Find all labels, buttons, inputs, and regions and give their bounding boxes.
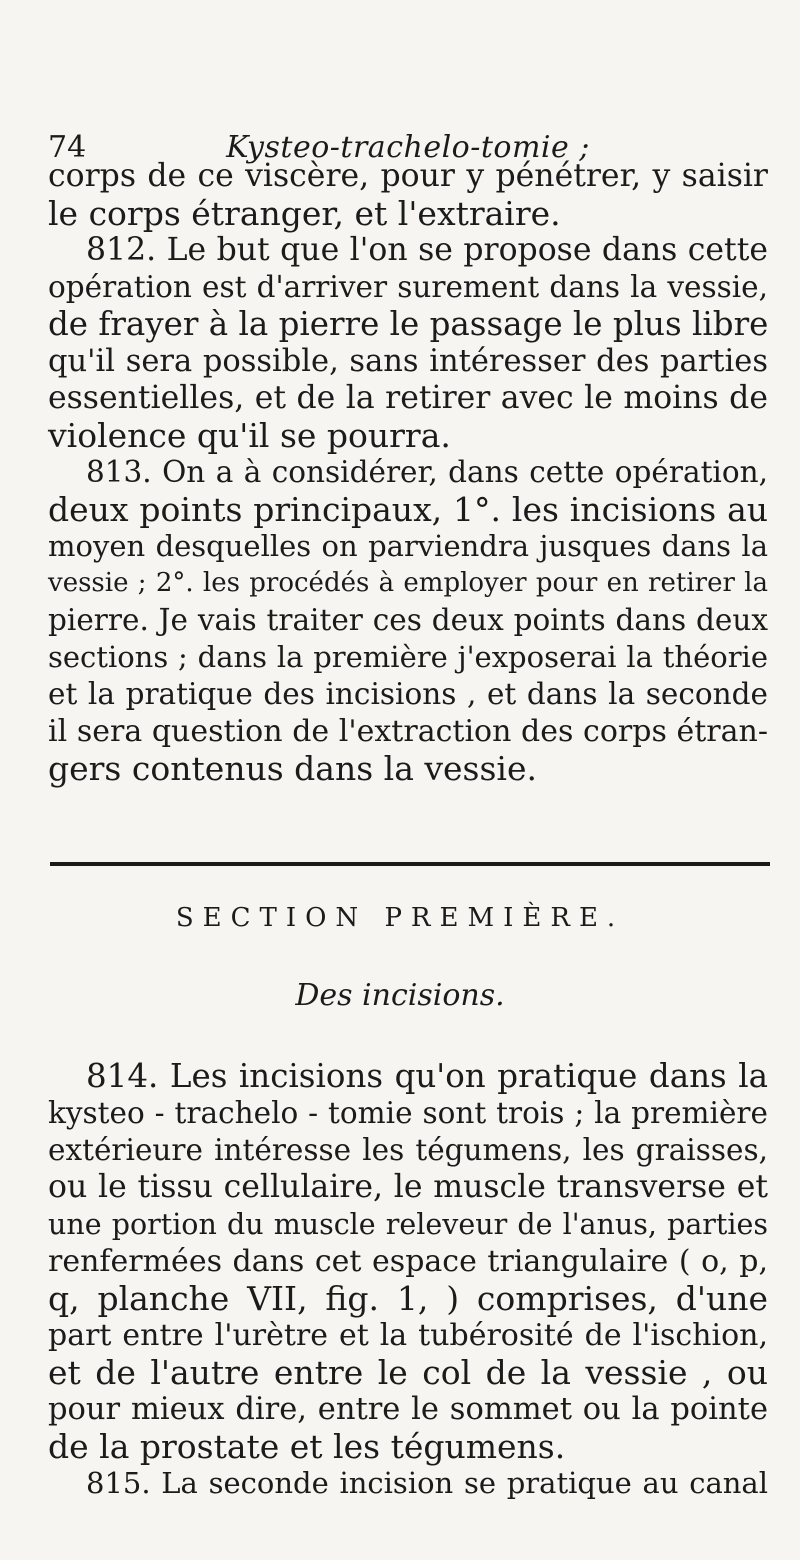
section-subtitle: Des incisions. <box>295 978 505 1013</box>
text-line: opération est d'arriver surement dans la vessie, <box>48 270 768 304</box>
text-line: deux points principaux, 1°. les incisions au <box>48 490 768 529</box>
paragraph-813-start: 813. On a à considérer, dans cette opération, <box>86 455 768 489</box>
text-line: le corps étranger, et l'extraire. <box>48 194 561 233</box>
text-line: part entre l'urètre et la tubérosité de l'ischion, <box>48 1318 768 1353</box>
text-line: violence qu'il se pourra. <box>48 416 451 455</box>
text-line: de la prostate et les tégumens. <box>48 1427 566 1466</box>
text-line: sections ; dans la première j'exposerai la théorie <box>48 640 768 674</box>
text-line: pour mieux dire, entre le sommet ou la pointe <box>48 1392 768 1427</box>
text-line: pierre. Je vais traiter ces deux points dans deux <box>48 603 768 637</box>
text-line: et de l'autre entre le col de la vessie , ou <box>48 1353 768 1392</box>
running-title: Kysteo-trachelo-tomie ; <box>226 130 590 165</box>
text-line: une portion du muscle releveur de l'anus, parties <box>48 1208 768 1241</box>
body-text-bottom <box>48 1058 768 1502</box>
text-line: q, planche VII, fig. 1, ) comprises, d'une <box>48 1279 768 1318</box>
text-line: ou le tissu cellulaire, le muscle transverse et <box>48 1169 768 1205</box>
paragraph-812-start: 812. Le but que l'on se propose dans cette <box>86 232 768 268</box>
text-line: qu'il sera possible, sans intéresser des parties <box>48 344 768 379</box>
text-line: essentielles, et de la retirer avec le moins de <box>48 380 768 416</box>
paragraph-815-start: 815. La seconde incision se pratique au canal <box>86 1466 768 1500</box>
text-line: gers contenus dans la vessie. <box>48 749 537 788</box>
section-divider <box>50 862 770 866</box>
text-line: kysteo - trachelo - tomie sont trois ; la première <box>48 1096 768 1130</box>
text-line: de frayer à la pierre le passage le plus libre <box>48 305 769 343</box>
text-line: vessie ; 2°. les procédés à employer pour en retirer la <box>48 568 768 598</box>
text-line: il sera question de l'extraction des corps étran- <box>48 714 768 749</box>
page-number: 74 <box>48 130 87 165</box>
text-line: corps de ce viscère, pour y pénétrer, y saisir <box>48 158 768 194</box>
section-title: SECTION PREMIÈRE. <box>175 903 625 933</box>
text-line: et la pratique des incisions , et dans la seconde <box>48 677 768 711</box>
paragraph-814-start: 814. Les incisions qu'on pratique dans la <box>86 1057 768 1095</box>
body-text-top <box>48 158 768 787</box>
text-line: moyen desquelles on parviendra jusques dans la <box>48 529 768 563</box>
text-line: renfermées dans cet espace triangulaire ( o, p, <box>48 1244 768 1279</box>
text-line: extérieure intéresse les tégumens, les graisses, <box>48 1133 768 1167</box>
